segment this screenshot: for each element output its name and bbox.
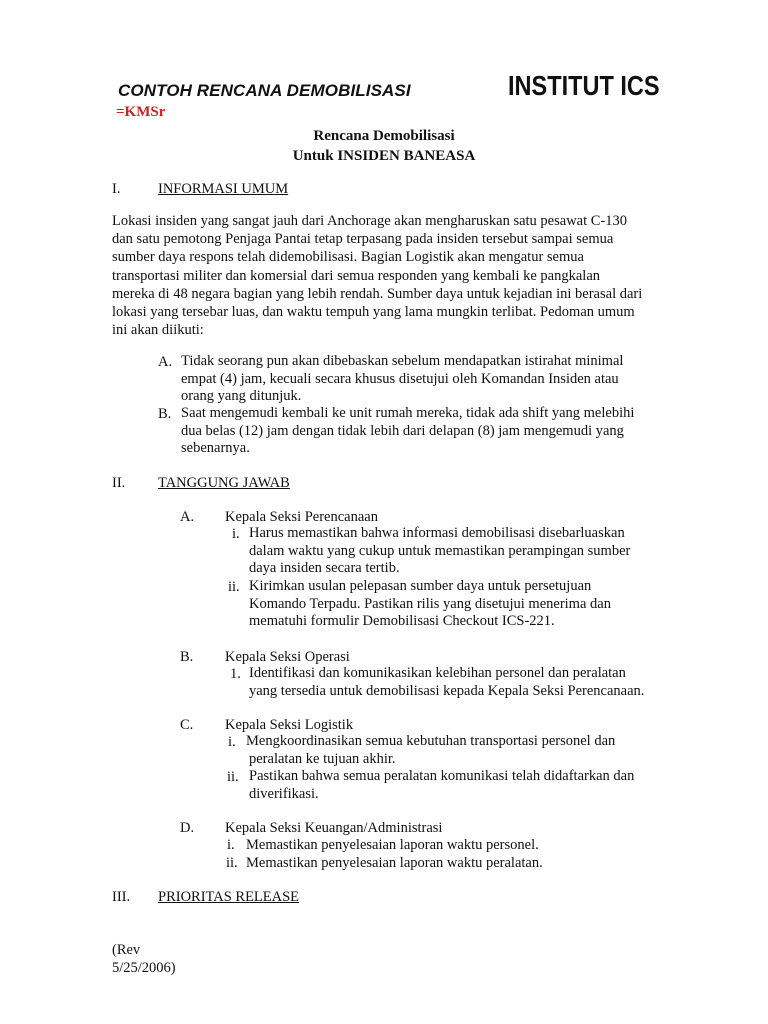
responsibility-d-item-2: Memastikan penyelesaian laporan waktu peralatan. — [246, 855, 543, 871]
responsibility-a-title: Kepala Seksi Perencanaan — [225, 509, 378, 525]
paragraph-line: Lokasi insiden yang sangat jauh dari Anchorage akan mengharuskan satu pesawat C-130 — [112, 213, 628, 229]
guideline-line: dua belas (12) jam dengan tidak lebih dari delapan (8) jam mengemudi yang — [181, 422, 624, 439]
paragraph-line: mereka di 48 negara bagian yang lebih rendah. Sumber daya untuk kejadian ini berasal dari — [112, 285, 643, 302]
section-1-paragraph — [112, 212, 668, 339]
responsibility-c-item-1 — [246, 733, 615, 768]
item-marker: ii. — [227, 769, 239, 785]
responsibility-c-label: C. — [180, 717, 194, 733]
revision-label: (Rev — [112, 942, 141, 958]
responsibility-c-item-2 — [249, 768, 634, 803]
guideline-line: empat (4) jam, kecuali secara khusus disetujui oleh Komandan Insiden atau — [181, 370, 619, 387]
paragraph-line: ini akan diikuti: — [112, 322, 204, 339]
responsibility-a-item-1 — [249, 525, 630, 578]
section-3-number: III. — [112, 889, 131, 905]
document-header-title: CONTOH RENCANA DEMOBILISASI — [118, 81, 411, 100]
guideline-line: orang yang ditunjuk. — [181, 388, 302, 404]
item-line: yang tersedia untuk demobilisasi kepada Kepala Seksi Perencanaan. — [249, 682, 645, 699]
item-line: diverifikasi. — [249, 785, 319, 802]
revision-date: 5/25/2006) — [112, 960, 176, 976]
section-3-heading: PRIORITAS RELEASE — [158, 889, 300, 905]
responsibility-a-item-2 — [249, 578, 611, 631]
responsibility-b-label: B. — [180, 649, 194, 665]
guideline-line: Tidak seorang pun akan dibebaskan sebelum mendapatkan istirahat minimal — [181, 353, 624, 369]
paragraph-line: transportasi militer dan komersial dari semua responden yang kembali ke pangkalan — [112, 267, 601, 284]
item-line: mematuhi formulir Demobilisasi Checkout ICS-221. — [249, 613, 555, 629]
responsibility-b-title: Kepala Seksi Operasi — [225, 649, 350, 665]
guideline-b-label: B. — [158, 406, 172, 422]
responsibility-d-label: D. — [180, 820, 195, 836]
section-1-heading: INFORMASI UMUM — [158, 181, 289, 197]
item-marker: ii. — [228, 579, 240, 595]
author-tag: =KMSr — [116, 104, 166, 120]
item-line: Kirimkan usulan pelepasan sumber daya untuk persetujuan — [249, 578, 592, 594]
item-line: Mengkoordinasikan semua kebutuhan transportasi personel dan — [246, 733, 616, 749]
item-line: peralatan ke tujuan akhir. — [249, 750, 396, 767]
item-line: dalam waktu yang cukup untuk memastikan perampingan sumber — [249, 542, 631, 559]
item-marker: i. — [228, 734, 236, 750]
paragraph-line: dan satu pemotong Penjaga Pantai tetap terpasang pada insiden tersebut sampai semua — [112, 231, 614, 248]
guideline-a-label: A. — [158, 354, 173, 370]
item-marker: i. — [227, 837, 235, 853]
item-line: daya insiden secara tertib. — [249, 560, 400, 576]
item-marker: i. — [232, 526, 240, 542]
item-marker: 1. — [230, 666, 241, 682]
item-line: Pastikan bahwa semua peralatan komunikasi telah didaftarkan dan — [249, 768, 635, 784]
responsibility-b-item-1 — [249, 665, 644, 700]
guideline-line: Saat mengemudi kembali ke unit rumah mereka, tidak ada shift yang melebihi — [181, 405, 635, 421]
paragraph-line: sumber daya respons telah didemobilisasi. Bagian Logistik akan mengatur semua — [112, 249, 584, 266]
paragraph-line: lokasi yang tersebar luas, dan waktu tempuh yang lama mungkin terlibat. Pedoman umum — [112, 304, 635, 321]
guideline-line: sebenarnya. — [181, 440, 250, 456]
responsibility-d-item-1: Memastikan penyelesaian laporan waktu personel. — [246, 837, 539, 853]
guideline-b-text — [181, 405, 634, 458]
item-marker: ii. — [226, 855, 238, 871]
section-1-number: I. — [112, 181, 121, 197]
section-2-heading: TANGGUNG JAWAB — [158, 475, 290, 491]
guideline-a-text — [181, 353, 623, 406]
section-2-number: II. — [112, 475, 126, 491]
item-line: Harus memastikan bahwa informasi demobilisasi disebarluaskan — [249, 525, 625, 541]
responsibility-a-label: A. — [180, 509, 195, 525]
document-title: Rencana Demobilisasi — [313, 128, 455, 144]
institute-name: INSTITUT ICS — [508, 70, 660, 101]
responsibility-d-title: Kepala Seksi Keuangan/Administrasi — [225, 820, 443, 836]
item-line: Komando Terpadu. Pastikan rilis yang disetujui menerima dan — [249, 595, 611, 612]
document-subtitle: Untuk INSIDEN BANEASA — [292, 148, 476, 164]
responsibility-c-title: Kepala Seksi Logistik — [225, 717, 354, 733]
item-line: Identifikasi dan komunikasikan kelebihan personel dan peralatan — [249, 665, 626, 681]
